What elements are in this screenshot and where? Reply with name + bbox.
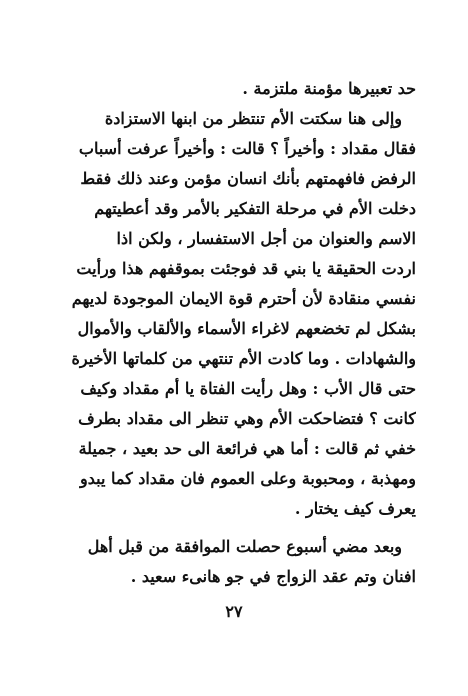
- text-line: يعرف كيف يختار .: [294, 499, 416, 518]
- text-line: اردت الحقيقة يا بني قد فوجئت بموقفهم هذا ورأيت: [76, 259, 416, 278]
- text-line: افنان وتم عقد الزواج في جو هانىء سعيد .: [130, 567, 416, 586]
- text-line: بشكل لم تخضعهم لاغراء الأسماء والألقاب والأموال: [77, 319, 416, 338]
- text-line: ومهذبة ، ومحبوبة وعلى العموم فان مقداد كما يبدو: [80, 469, 416, 488]
- text-line: وإلى هنا سكتت الأم تنتظر من ابنها الاستزادة: [104, 109, 402, 128]
- text-line: الاسم والعنوان من أجل الاستفسار ، ولكن اذا: [116, 229, 416, 248]
- text-line: كانت ؟ فتضاحكت الأم وهي تنظر الى مقداد بطرف: [78, 409, 416, 428]
- text-line: والشهادات . وما كادت الأم تنتهي من كلماتها الأخيرة: [71, 349, 416, 368]
- text-line: دخلت الأم في مرحلة التفكير بالأمر وقد أعطيتهم: [94, 199, 416, 218]
- paragraph-3: [34, 532, 416, 592]
- text-line: خفي ثم قالت : أما هي فرائعة الى حد بعيد ، جميلة: [78, 439, 416, 458]
- paragraph-1: [34, 74, 416, 104]
- paragraph-2: [34, 104, 416, 524]
- paragraph-gap: [34, 524, 416, 532]
- text-line: وبعد مضي أسبوع حصلت الموافقة من قبل أهل: [87, 537, 402, 556]
- text-line: حد تعبيرها مؤمنة ملتزمة .: [242, 79, 416, 98]
- text-line: نفسي منقادة لأن أحترم قوة الايمان الموجودة لديهم: [71, 289, 416, 308]
- page-number: ٢٧: [225, 602, 243, 621]
- text-line: فقال مقداد : وأخيراً ؟ قالت : وأخيراً عرفت أسباب: [78, 139, 416, 158]
- text-line: حتى قال الأب : وهل رأيت الفتاة يا أم مقداد وكيف: [80, 379, 416, 398]
- body-text: [34, 74, 416, 592]
- text-line: الرفض فافهمتهم بأنك انسان مؤمن وعند ذلك فقط: [80, 169, 416, 188]
